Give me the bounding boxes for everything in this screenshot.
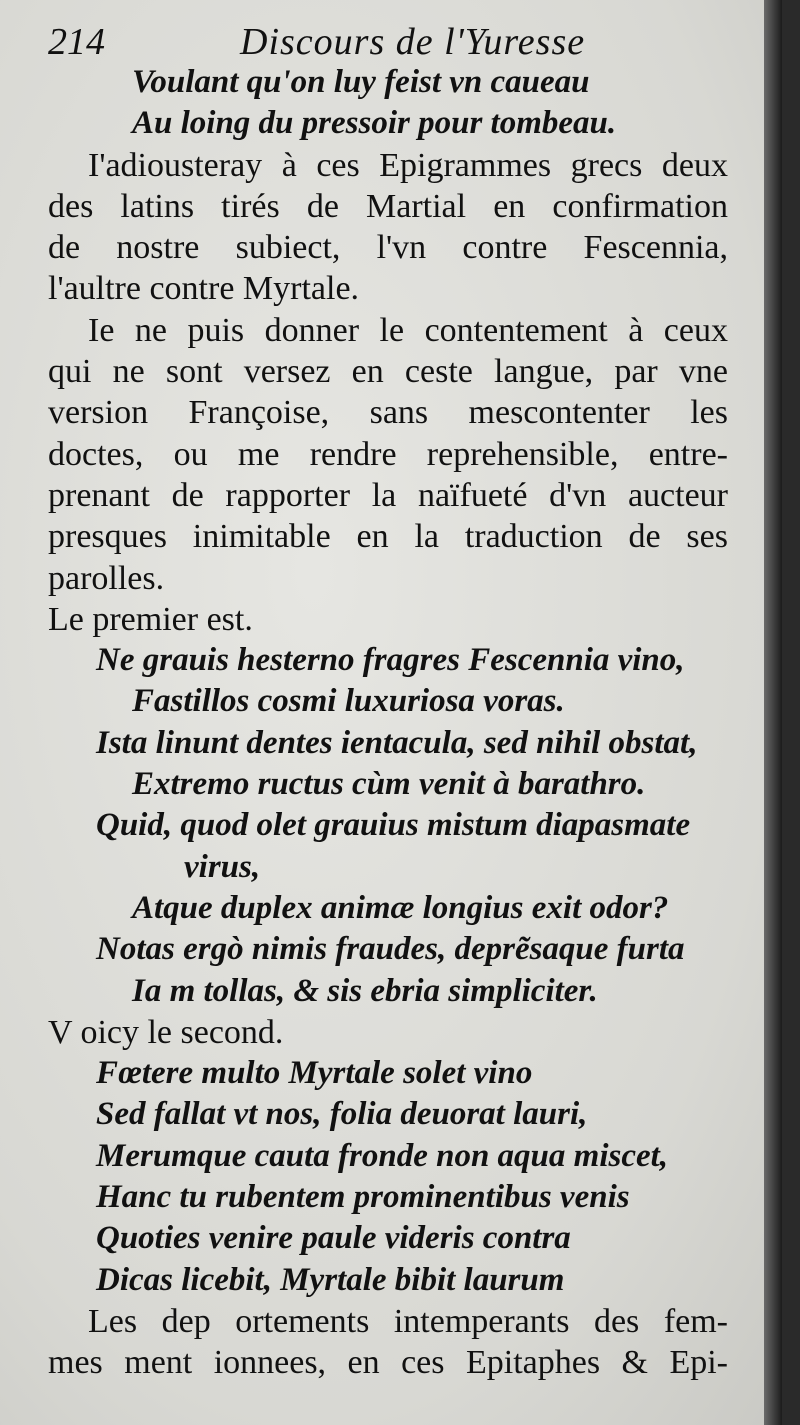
verse-line: Merumque cauta fronde non aqua miscet, (96, 1137, 669, 1174)
verse-line: Quid, quod olet grauius mistum diapasmate (96, 807, 691, 844)
verse-line: Ista linunt dentes ientacula, sed nihil obstat, (96, 724, 698, 761)
prose-line: parolles. (48, 559, 165, 597)
verse-line: Hanc tu rubentem prominentibus venis (96, 1179, 630, 1216)
verse-line: Extremo ructus cùm venit à barathro. (132, 766, 646, 803)
verse-line: Sed fallat vt nos, folia deuorat lauri, (96, 1096, 588, 1133)
prose-line: Les dep ortements intemperants des fem- (88, 1302, 728, 1340)
prose-line: des latins tirés de Martial en confirmation (48, 187, 728, 225)
prose-line: Ie ne puis donner le contentement à ceux (88, 311, 728, 349)
verse-line: Fastillos cosmi luxuriosa voras. (132, 683, 565, 720)
verse-line: Voulant qu'on luy feist vn caueau (132, 64, 590, 100)
verse-line: Notas ergò nimis fraudes, deprẽsaque furta (96, 931, 685, 968)
verse-line: Fœtere multo Myrtale solet vino (96, 1055, 533, 1092)
prose-line: V oicy le second. (48, 1013, 284, 1051)
verse-line: virus, (184, 848, 261, 885)
running-title: Discours de l'Yuresse (240, 21, 586, 63)
prose-line: qui ne sont versez en ceste langue, par vne (48, 353, 728, 391)
prose-line: version Françoise, sans mescontenter les (48, 394, 728, 432)
verse-line: Atque duplex animæ longius exit odor? (132, 889, 669, 926)
verse-line: Au loing du pressoir pour tombeau. (132, 105, 617, 142)
verse-line: Quoties venire paule videris contra (96, 1220, 571, 1257)
prose-line: I'adiousteray à ces Epigrammes grecs deux (88, 146, 728, 184)
verse-line: Ia m tollas, & sis ebria simpliciter. (132, 972, 598, 1009)
verse-line: Ne grauis hesterno fragres Fescennia vino, (96, 642, 685, 679)
book-spine-edge (764, 0, 782, 1425)
prose-line: doctes, ou me rendre reprehensible, entre- (48, 435, 728, 473)
prose-line: Le premier est. (48, 600, 253, 638)
prose-line: l'aultre contre Myrtale. (48, 270, 360, 308)
page-body (48, 62, 728, 1384)
prose-line: de nostre subiect, l'vn contre Fescennia, (48, 229, 728, 267)
prose-line: presques inimitable en la traduction de ses (48, 518, 728, 556)
page-number: 214 (48, 21, 105, 63)
verse-line: Dicas licebit, Myrtale bibit laurum (96, 1261, 565, 1298)
prose-line: mes ment ionnees, en ces Epitaphes & Epi- (48, 1344, 728, 1382)
prose-line: prenant de rapporter la naïfueté d'vn aucteur (48, 476, 728, 514)
